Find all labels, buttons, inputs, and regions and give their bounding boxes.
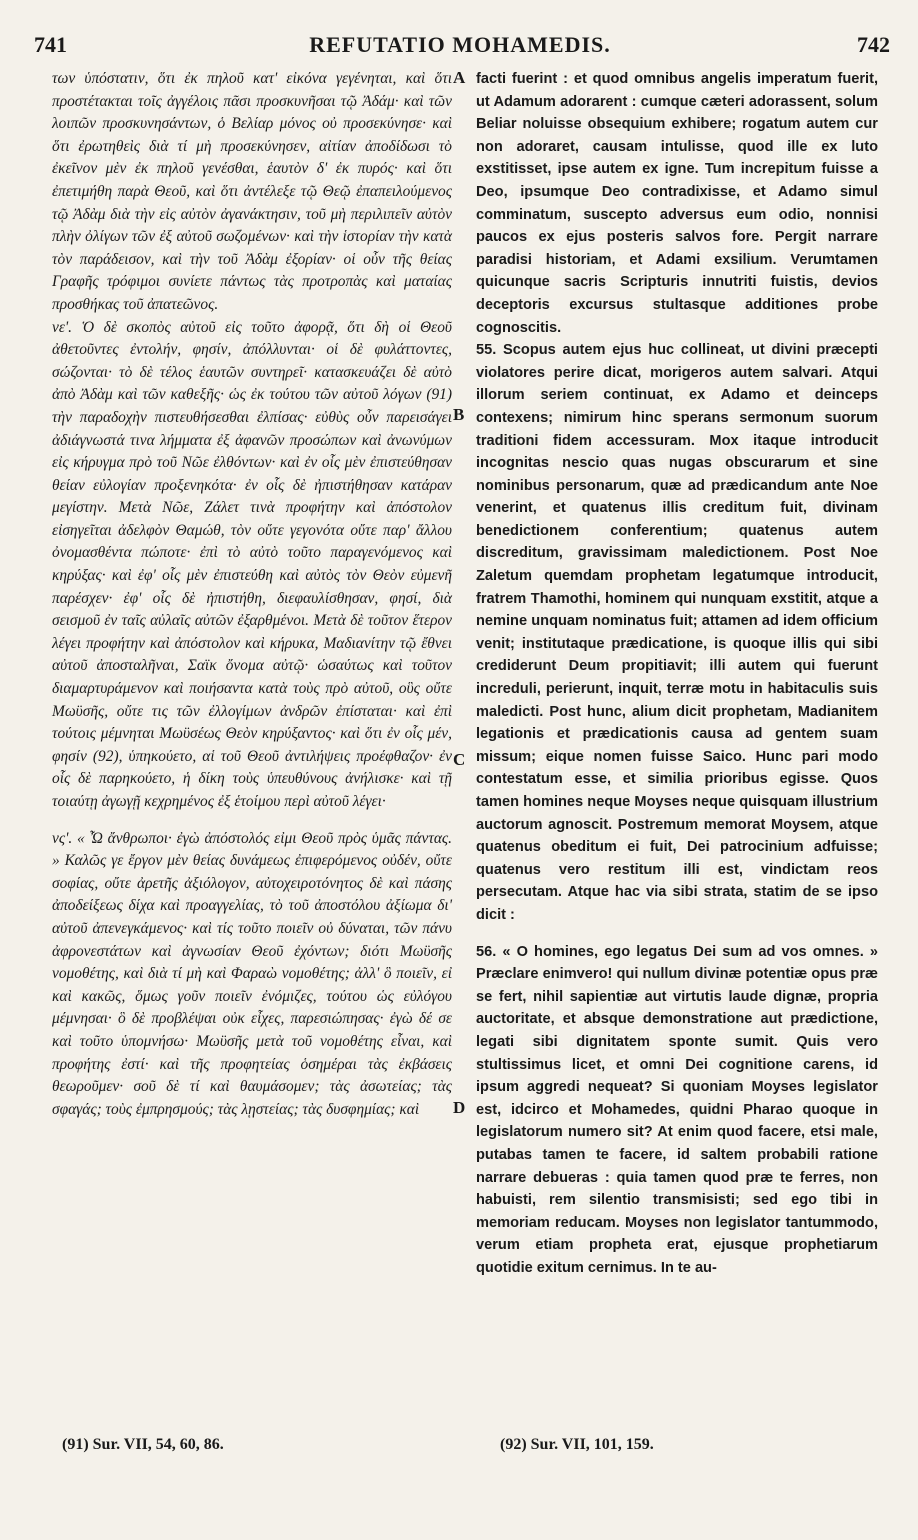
greek-paragraph: νε'. Ὁ δὲ σκοπὸς αὐτοῦ εἰς τοῦτο ἀφορᾷ, ὅτι δὴ οἱ Θεοῦ ἀθετοῦντες ἐντολήν, φησίν, ἀπόλλυνται· οἱ δὲ φυλάττοντες, σώζονται· τὸ δὲ τέλος ἑαυτῶν συντηρεῖ· κατασκευάζει δὲ αὐτὸ ἀπὸ Ἀδὰμ καὶ τῶν καθεξῆς· ὡς ἐκ τούτου τῶν αὐτοῦ λόγων (91) τὴν παραδοχὴν πιστευθήσεσθαι ἐλπίσας· εὐθὺς οὖν παρεισάγει ἀδιάγνωστά τινα λήμματα ἐξ ἀφανῶν προσώπων καὶ ἀνωνύμων εἰς κήρυγμα πρὸ τοῦ Νῶε ἐλθόντων· καὶ ἐν οἷς μὲν ἐπιστεύθησαν θείαν εὐλογίαν προξενηκότα· ἐν οἷς δὲ ἠπιστήθησαν κατάραν μεγίστην. Μετὰ Νῶε, Ζάλετ τινὰ προφήτην καὶ ἀπόστολον εἰσηγεῖται ἀδελφὸν Θαμώθ, τὸν οὔτε γεγονότα οὔτε παρ' ἄλλου ὀνομασθέντα πώποτε· ἐπὶ τὸ αὐτὸ τοῦτο παραγενόμενος καὶ κηρύξας· καὶ ἐφ' οἷς μὲν ἐπιστεύθη καὶ αὐτὸς τὸν Θεὸν εὐμενῆ παρέσχεν· ἐφ' οἷς δὲ ἠπιστήθη, διεφαυλίσθησαν, φησί, διὰ σεισμοῦ ἐν ταῖς αὐλαῖς αὐτῶν ἐξαρθμένοι. Μετὰ δὲ τοῦτον ἕτερον λέγει προφήτην καὶ ἀπόστολον καὶ κήρυκα, Μαδιανίτην τῷ ἔθνει αὐτοῦ ἀποσταλῆναι, Σαϊκ ὄνομα αὐτῷ· ὡσαύτως καὶ τοῦτον διαμαρτυράμενον καὶ ποιήσαντα κατὰ τοὺς πρὸ αὐτοῦ, οὓς οὔτε Μωϋσῆς, οὔτε τις τῶν ἐλλογίμων ἀνδρῶν ἐπίσταται· καὶ ἐπὶ τούτοις μέμνηται Μωϋσέως Θεὸν κηρύξαντος· καὶ ὅτι ἐν οἷς μέν, φησίν (92), ὑπηκούετο, αἱ τοῦ Θεοῦ ἀντιλήψεις προέφθαζον· ἐν οἷς δὲ παρηκούετο, ἡ δίκη τοὺς ὑπευθύνους ἀνήλισκε· καὶ τῇ τοιαύτῃ ἀγωγῇ κεχρημένος ἐξ ἑτοίμου περὶ αὐτοῦ λέγει·: [52, 318, 452, 810]
margin-letter-c: C: [453, 750, 466, 769]
latin-paragraph: facti fuerint : et quod omnibus angelis imperatum fuerit, ut Adamum adorarent : cumque cæteri adorassent, solum Beliar noluisse obsequium exhibere; rogatum autem cur non adoraret, causam intulisse, quod ille ex luto exstitisset, ipse autem ex igne. Tum increpitum fuisse a Deo, ipsumque Deo contradixisse, et Adamo simul comminatum, suscepto adversus eum odio, nonnisi paucos ex ejus posteris salvos fore. Pergit narrare paradisi historiam, et Adami exsilium. Verumtamen quicunque sacris Scripturis innutriti fuistis, devios deceptoris excursus stultasque additiones probe cognoscitis.: [476, 71, 878, 336]
page-number-left: 741: [34, 32, 67, 57]
greek-column: [52, 68, 452, 1121]
footnote-left: (91) Sur. VII, 54, 60, 86.: [62, 1436, 224, 1453]
greek-paragraph: νς'. « Ὦ ἄνθρωποι· ἐγὼ ἀπόστολός εἰμι Θεοῦ πρὸς ὑμᾶς πάντας. » Καλῶς γε ἔργον μὲν θείας δυνάμεως ἐπιφερόμενος οὐδέν, οὔτε σοφίας, οὔτε ἀρετῆς ἀξιόλογον, αὐτοχειροτόνητος δὲ καὶ πάσης ἀποδείξεως δίχα καὶ προαγγελίας, τὸ τοῦ ἀποστόλου ἀξίωμα δι' αὐτοῦ ἀπενεγκάμενος· καὶ τίς τοῦτο ποιεῖν οὐ δύναται, τῶν πάνυ ἀφρονεστάτων καὶ ἀγνωσίαν Θεοῦ ἐχόντων; διότι Μωϋσῆς νομοθέτης, καὶ διὰ τί μὴ καὶ Φαραὼ νομοθέτης; ἀλλ' ὃ ποιεῖν, εἰ καὶ κακῶς, ὅμως γοῦν ποιεῖν ἐνόμιζες, τούτου ὡς εὐλόγου μέμνησαι· ὃ δὲ προβλέψαι οὐκ εἶχες, παρεσιώπησας· ἐγὼ δέ σε καὶ τοῦτο ὑπομνήσω· Μωϋσῆς μετὰ τοῦ νομοθέτης εἶναι, καὶ προφήτης ἐστί· καὶ τῆς προφητείας ὁσημέραι τὰς ἐκβάσεις θεωροῦμεν· σοῦ δὲ τί καὶ θαυμάσομεν; τὰς ἀσωτείας; τὰς σφαγάς; τοὺς ἐμπρησμούς; τὰς λῃστείας; τὰς δυσφημίας; καὶ: [52, 829, 452, 1118]
page-number-right: 742: [857, 32, 890, 57]
running-title: REFUTATIO MOHAMEDIS.: [309, 32, 611, 57]
greek-paragraph: των ὑπόστατιν, ὅτι ἐκ πηλοῦ κατ' εἰκόνα γεγένηται, καὶ ὅτι προστέτακται τοῖς ἀγγέλοις πᾶσι προσκυνῆσαι τῷ Ἀδάμ· καὶ τῶν λοιπῶν προσκυνησάντων, ὁ Βελίαρ μόνος οὐ προσεκύνησε· καὶ ὅτι ἐρωτηθεὶς διὰ τί μὴ προσεκύνησεν, αἰτίαν ἀποδίδωσι τὸ ἐκεῖνον μὲν ἐκ πηλοῦ γενέσθαι, ἑαυτὸν δ' ἐκ πυρός· καὶ ὅτι ἐπετιμήθη παρὰ Θεοῦ, καὶ ὅτι ἀντέλεξε τῷ Θεῷ ἐπαπειλούμενος τῷ Ἀδὰμ διὰ τὴν εἰς αὐτὸν ἀγανάκτησιν, τοῦ μὴ περιλιπεῖν αὐτὸν πλὴν ὀλίγων τῶν ἐξ αὐτοῦ σωζομένων· καὶ τὴν ἱστορίαν τὴν κατὰ τὸν παράδεισον, καὶ τὴν τοῦ Ἀδὰμ ἐξορίαν· οἱ οὖν τῆς θείας Γραφῆς τρόφιμοι συνίετε πάντως τὰς προτροπὰς καὶ ματαίας προσθήκας τοῦ ἀπατεῶνος.: [52, 70, 452, 313]
latin-column: [476, 68, 878, 1279]
margin-letter-d: D: [453, 1098, 466, 1117]
latin-paragraph: 55. Scopus autem ejus huc collineat, ut divini præcepti violatores perire dicat, morigeros autem salvari. Atqui illorum seriem continuat, ex Adamo et deinceps contexens; nimirum hinc sperans sermonum suorum traditioni fidem accessuram. Mox itaque introducit incognitas nescio quas nugas obscurarum et sine nominibus personarum, quæ ad prædicandum ante Noe venerint, et quatenus illis creditum fuit, divinam benedictionem conferentium; quatenus autem discreditum, gravissimam maledictionem. Post Noe Zaletum quemdam prophetam legatumque introducit, fratrem Thamothi, hominem qui nunquam exstitit, atque a nemine unquam nominatus fuit; attamen ad idem officium venit; institutaque prædicatione, is quoque illis qui sibi crediderunt Deum propitiavit; illi autem qui fuerunt increduli, perierunt, inquit, terræ motu in habitaculis suis maledicti. Post hunc, alium dicit prophetam, Madianitem legationis et prædicationis causa ad gentem suam missum; eique nomen fuisse Saico. Hunc pari modo contestatum esse, et similia prioribus egisse. Quos tamen homines neque Moyses neque quisquam illustrium auctorum agnoscit. Postremum memorat Moysem, atque quatenus obeditum ei fuit, Dei patrocinium adfuisse; quatenus vero restitum illi est, vindictam reos persecutam. Atque hac via sibi strata, statim de se ipso dicit :: [476, 342, 878, 923]
page-header: [30, 32, 890, 62]
margin-letter-b: B: [453, 405, 465, 424]
margin-letter-a: A: [453, 68, 466, 87]
footnote-right: (92) Sur. VII, 101, 159.: [500, 1436, 654, 1453]
latin-paragraph: 56. « O homines, ego legatus Dei sum ad vos omnes. » Præclare enimvero! qui nullum divinæ potentiæ opus præ se fert, nihil sapientiæ aut virtutis laude dignæ, propria auctoritate, et absque demonstratione aut prædictione, legati sibi dignitatem sponte sumit. Quis vero stultissimus licet, et omni Dei cognitione carens, id ipsum aggredi nequeat? Si quoniam Moyses legislator est, idcirco et Mohamedes, quidni Pharao quoque in legislatorum numero sit? At enim quod facere, etsi male, putabas tamen te facere, id saltem probabili ratione narrare debueras : quia tamen quod præ te ferres, non habuisti, rem silentio transmisisti; sed ego tibi in memoriam reducam. Moyses non legislator tantummodo, verum etiam propheta erat, ejusque prophetiarum quotidie exitum cernimus. In te au-: [476, 943, 878, 1276]
